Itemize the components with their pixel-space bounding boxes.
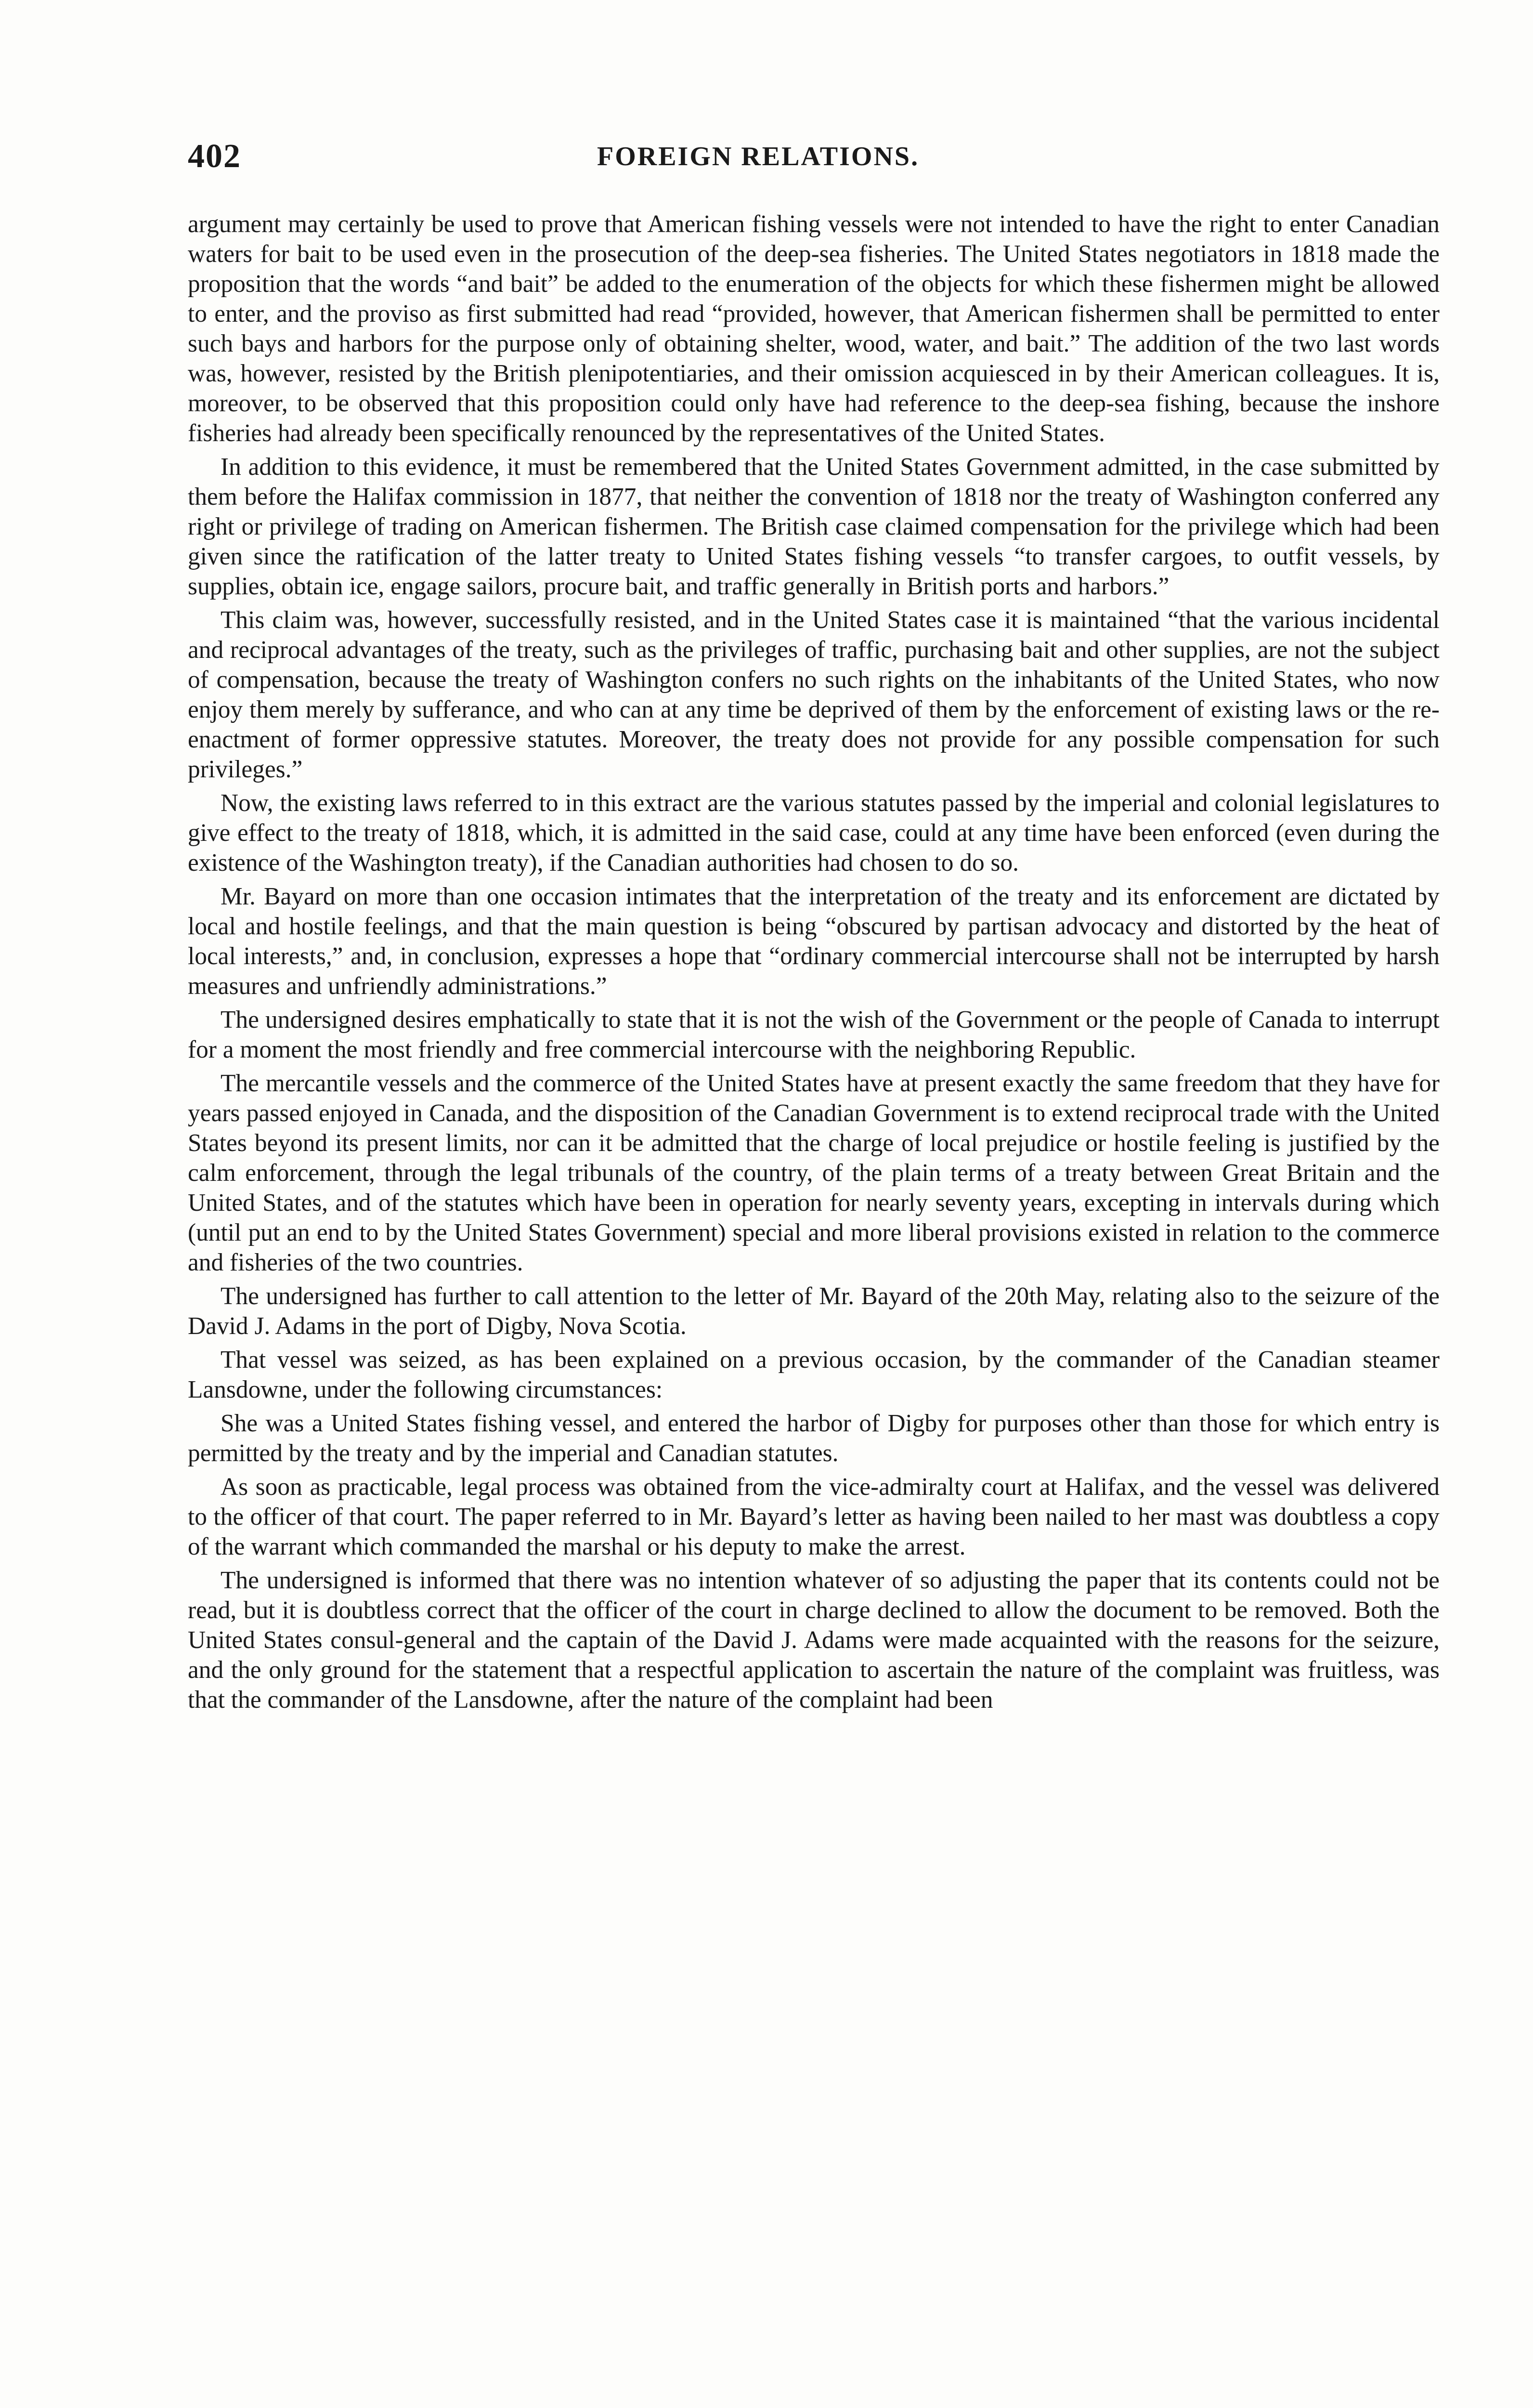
paragraph: In addition to this evidence, it must be remembered that the United States Government admitted, in the case submitted by them before the Halifax commission in 1877, that neither the convention of 1818 nor the treaty of Washington conferred any right or privilege of trading on American fishermen. The British case claimed compensation for the privilege which had been given since the ratification of the latter treaty to United States fishing vessels “to transfer cargoes, to outfit vessels, by supplies, obtain ice, engage sailors, procure bait, and traffic generally in British ports and harbors.” (188, 453, 1440, 600)
paragraph: The mercantile vessels and the commerce of the United States have at present exactly the same freedom that they have for years passed enjoyed in Canada, and the disposition of the Canadian Government is to extend reciprocal trade with the United States beyond its present limits, nor can it be admitted that the charge of local prejudice or hostile feeling is justified by the calm enforcement, through the legal tribunals of the country, of the plain terms of a treaty between Great Britain and the United States, and of the statutes which have been in operation for nearly seventy years, excepting in intervals during which (until put an end to by the United States Government) special and more liberal provisions existed in relation to the commerce and fisheries of the two countries. (188, 1070, 1440, 1276)
paragraph: The undersigned desires emphatically to state that it is not the wish of the Government or the people of Canada to interrupt for a moment the most friendly and free commercial intercourse with the neighboring Republic. (188, 1006, 1440, 1063)
paragraph: Now, the existing laws referred to in this extract are the various statutes passed by the imperial and colonial legislatures to give effect to the treaty of 1818, which, it is admitted in the said case, could at any time have been enforced (even during the existence of the Washington treaty), if the Canadian authorities had chosen to do so. (188, 789, 1440, 877)
running-title: FOREIGN RELATIONS. (597, 142, 920, 171)
page-header (188, 137, 1449, 181)
paragraph: The undersigned has further to call attention to the letter of Mr. Bayard of the 20th May, relating also to the seizure of the David J. Adams in the port of Digby, Nova Scotia. (188, 1283, 1440, 1340)
paragraph: The undersigned is informed that there was no intention whatever of so adjusting the paper that its contents could not be read, but it is doubtless correct that the officer of the court in charge declined to allow the document to be removed. Both the United States consul-general and the captain of the David J. Adams were made acquainted with the reasons for the seizure, and the only ground for the statement that a respectful application to ascertain the nature of the complaint was fruitless, was that the commander of the Lansdowne, after the nature of the complaint had been (188, 1567, 1440, 1714)
body-text (188, 209, 1440, 1719)
paragraph: That vessel was seized, as has been explained on a previous occasion, by the commander of the Canadian steamer Lansdowne, under the following circumstances: (188, 1346, 1440, 1403)
paragraph: As soon as practicable, legal process was obtained from the vice-admiralty court at Halifax, and the vessel was delivered to the officer of that court. The paper referred to in Mr. Bayard’s letter as having been nailed to her mast was doubtless a copy of the warrant which commanded the marshal or his deputy to make the arrest. (188, 1473, 1440, 1560)
paragraph: argument may certainly be used to prove that American fishing vessels were not intended to have the right to enter Canadian waters for bait to be used even in the prosecution of the deep-sea fisheries. The United States negotiators in 1818 made the proposition that the words “and bait” be added to the enumeration of the objects for which these fishermen might be allowed to enter, and the proviso as first submitted had read “provided, however, that American fishermen shall be permitted to enter such bays and harbors for the purpose only of obtaining shelter, wood, water, and bait.” The addition of the two last words was, however, resisted by the British plenipotentiaries, and their omission acquiesced in by their American colleagues. It is, moreover, to be observed that this proposition could only have had reference to the deep-sea fishing, because the inshore fisheries had already been specifically renounced by the representatives of the United States. (188, 210, 1440, 447)
page-number: 402 (188, 138, 241, 175)
paragraph: This claim was, however, successfully resisted, and in the United States case it is maintained “that the various incidental and reciprocal advantages of the treaty, such as the privileges of traffic, purchasing bait and other supplies, are not the subject of compensation, because the treaty of Washington confers no such rights on the inhabitants of the United States, who now enjoy them merely by sufferance, and who can at any time be deprived of them by the enforcement of existing laws or the re-enactment of former oppressive statutes. Moreover, the treaty does not provide for any possible compensation for such privileges.” (188, 606, 1440, 783)
paragraph: Mr. Bayard on more than one occasion intimates that the interpretation of the treaty and its enforcement are dictated by local and hostile feelings, and that the main question is being “obscured by partisan advocacy and distorted by the heat of local interests,” and, in conclusion, expresses a hope that “ordinary commercial intercourse shall not be interrupted by harsh measures and unfriendly administrations.” (188, 883, 1440, 1000)
paragraph: She was a United States fishing vessel, and entered the harbor of Digby for purposes other than those for which entry is permitted by the treaty and by the imperial and Canadian statutes. (188, 1410, 1440, 1467)
